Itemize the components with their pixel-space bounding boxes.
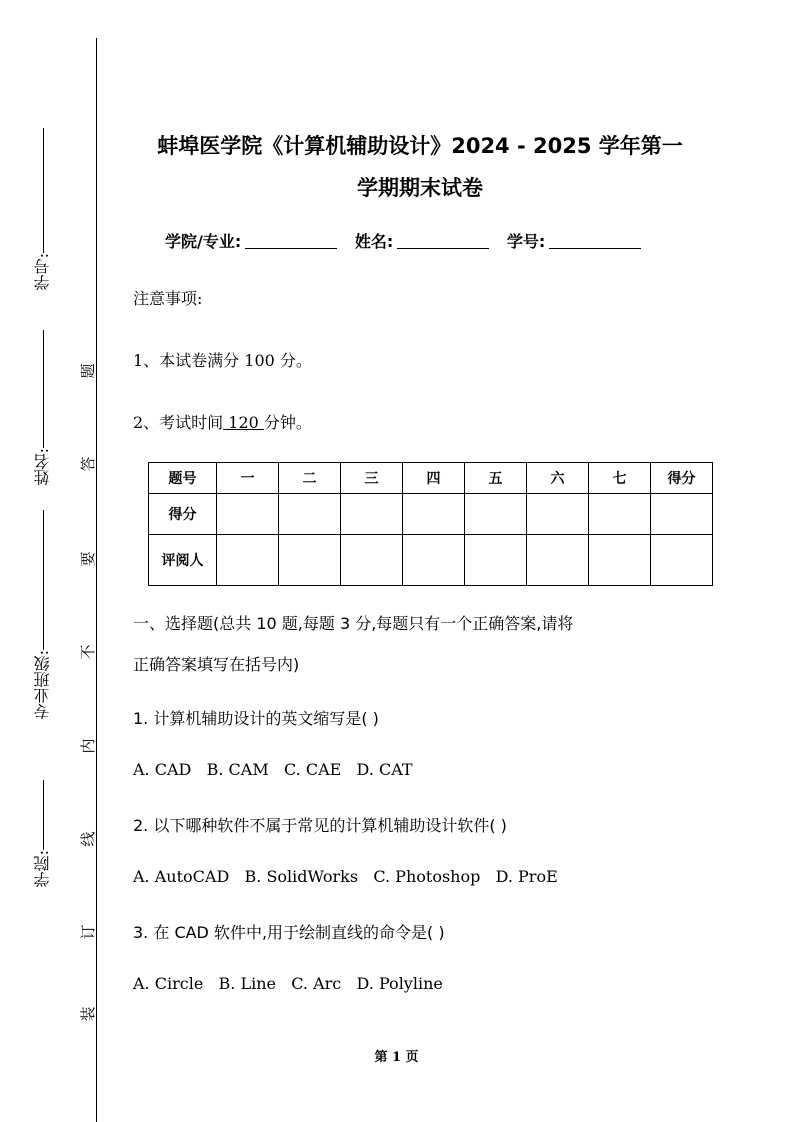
student-info-row bbox=[165, 229, 653, 252]
exam-duration: 120 bbox=[223, 413, 264, 432]
question-3-options: A. Circle B. Line C. Arc D. Polyline bbox=[133, 974, 443, 993]
score-table bbox=[148, 462, 713, 586]
reviewer-cell[interactable] bbox=[341, 535, 403, 586]
major-class-field bbox=[28, 510, 58, 719]
seal-char: 线 bbox=[79, 831, 97, 847]
notes-heading: 注意事项: bbox=[133, 289, 203, 308]
table-header-cell: 五 bbox=[465, 463, 527, 494]
seal-char: 答 bbox=[79, 456, 97, 472]
reviewer-cell[interactable] bbox=[527, 535, 589, 586]
score-cell[interactable] bbox=[589, 494, 651, 535]
college-field bbox=[28, 780, 58, 887]
exam-title-line1: 蚌埠医学院《计算机辅助设计》2024 - 2025 学年第一 bbox=[157, 134, 683, 158]
seal-char: 不 bbox=[79, 644, 97, 660]
exam-title-line2: 学期期末试卷 bbox=[357, 176, 483, 200]
score-cell[interactable] bbox=[651, 494, 713, 535]
seal-char: 要 bbox=[79, 551, 97, 567]
table-row-score bbox=[149, 494, 713, 535]
table-header-cell: 四 bbox=[403, 463, 465, 494]
student-id-label: 学号: bbox=[33, 253, 52, 291]
page-number: 第 1 页 bbox=[374, 1050, 419, 1065]
question-3-stem: 3. 在 CAD 软件中,用于绘制直线的命令是( ) bbox=[133, 923, 445, 942]
name-info-label: 姓名: bbox=[354, 232, 394, 251]
seal-char: 订 bbox=[79, 924, 97, 940]
seal-char: 题 bbox=[79, 363, 97, 379]
table-header-cell: 得分 bbox=[651, 463, 713, 494]
exam-title bbox=[130, 125, 710, 209]
reviewer-cell[interactable] bbox=[651, 535, 713, 586]
reviewer-cell[interactable] bbox=[589, 535, 651, 586]
table-header-cell: 六 bbox=[527, 463, 589, 494]
table-header-cell: 题号 bbox=[149, 463, 217, 494]
reviewer-cell[interactable] bbox=[279, 535, 341, 586]
table-row-reviewer bbox=[149, 535, 713, 586]
name-label: 姓名: bbox=[33, 448, 52, 486]
reviewer-cell[interactable] bbox=[403, 535, 465, 586]
reviewer-cell[interactable] bbox=[465, 535, 527, 586]
major-class-label: 专业班级: bbox=[33, 650, 52, 720]
row-label: 评阅人 bbox=[149, 535, 217, 586]
score-cell[interactable] bbox=[403, 494, 465, 535]
score-cell[interactable] bbox=[217, 494, 279, 535]
question-1-options: A. CAD B. CAM C. CAE D. CAT bbox=[133, 760, 413, 779]
college-major-label: 学院/专业: bbox=[165, 232, 242, 251]
score-cell[interactable] bbox=[279, 494, 341, 535]
id-blank[interactable] bbox=[549, 248, 641, 249]
note-item-1: 1、本试卷满分 100 分。 bbox=[133, 351, 312, 370]
seal-char: 内 bbox=[79, 738, 97, 754]
question-1-stem: 1. 计算机辅助设计的英文缩写是( ) bbox=[133, 709, 379, 728]
table-header-cell: 一 bbox=[217, 463, 279, 494]
table-header-row bbox=[149, 463, 713, 494]
question-2-options: A. AutoCAD B. SolidWorks C. Photoshop D. ProE bbox=[133, 867, 558, 886]
note-item-2: 2、考试时间 120 分钟。 bbox=[133, 413, 312, 432]
row-label: 得分 bbox=[149, 494, 217, 535]
section1-heading-line1: 一、选择题(总共 10 题,每题 3 分,每题只有一个正确答案,请将 bbox=[133, 614, 574, 633]
name-field bbox=[28, 330, 58, 485]
college-major-blank[interactable] bbox=[245, 248, 337, 249]
student-id-field bbox=[28, 128, 58, 290]
section1-heading-line2: 正确答案填写在括号内) bbox=[133, 655, 300, 674]
question-2-stem: 2. 以下哪种软件不属于常见的计算机辅助设计软件( ) bbox=[133, 816, 507, 835]
table-header-cell: 三 bbox=[341, 463, 403, 494]
seal-char: 装 bbox=[79, 1006, 97, 1022]
table-header-cell: 二 bbox=[279, 463, 341, 494]
score-cell[interactable] bbox=[341, 494, 403, 535]
table-header-cell: 七 bbox=[589, 463, 651, 494]
name-blank[interactable] bbox=[397, 248, 489, 249]
reviewer-cell[interactable] bbox=[217, 535, 279, 586]
score-cell[interactable] bbox=[527, 494, 589, 535]
college-label: 学院: bbox=[33, 850, 52, 888]
id-info-label: 学号: bbox=[506, 232, 546, 251]
score-cell[interactable] bbox=[465, 494, 527, 535]
binding-line bbox=[96, 38, 97, 1122]
